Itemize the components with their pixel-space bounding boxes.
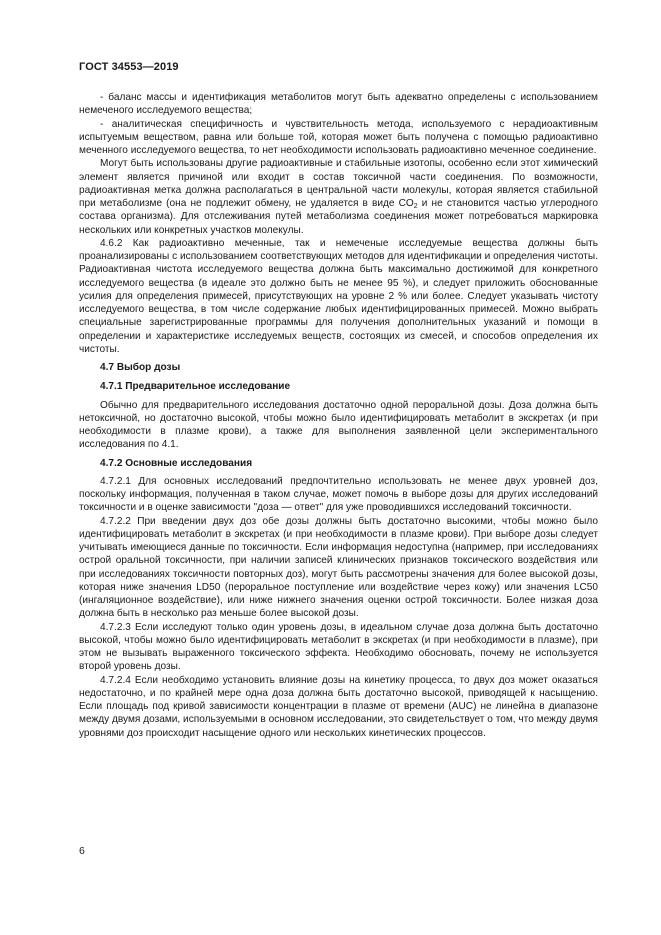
paragraph-4-7-2-4: 4.7.2.4 Если необходимо установить влияние дозы на кинетику процесса, то двух доз может оказаться недостаточно, и по крайней мере одна доза должна быть достаточно высокой, приводящей к насыщению. Если площадь под кривой зависимости концентрации в плазме от времени (AUC) не линейна в диапазоне между двумя дозами, используемыми в основном исследовании, это свидетельствует о том, что между двумя уровнями доз происходит насыщение одного или нескольких кинетических процессов.	[79, 674, 598, 739]
document-header-title: ГОСТ 34553—2019	[79, 61, 179, 73]
paragraph-4-7-2-3: 4.7.2.3 Если исследуют только один уровень дозы, в идеальном случае доза должна быть достаточно высокой, чтобы можно было идентифицировать метаболит в экскретах (и при необходимости в плазме), при этом не вызывать выраженного токсического эффекта. Необходимо обосновать, почему не используется второй уровень дозы.	[79, 621, 598, 673]
paragraph-isotopes	[79, 157, 598, 237]
co2-subscript: 2	[413, 203, 418, 210]
paragraph-mass-balance: - баланс массы и идентификация метаболитов могут быть адекватно определены с использованием немеченого исследуемого вещества;	[79, 92, 598, 117]
paragraph-4-7-2-2: 4.7.2.2 При введении двух доз обе дозы должны быть достаточно высокими, чтобы можно было идентифицировать метаболит в экскретах (и при необходимости в плазме крови). При выборе дозы следует учитывать имеющиеся данные по токсичности. Если информация недоступна (например, при исследованиях острой оральной токсичности, при наличии записей клинических признаков токсического воздействия или при исследованиях токсичности повторных доз), могут быть рассмотрены значения для более высокой дозы, которая ниже значения LD50 (пероральное поступление или воздействие через кожу) или значения LC50 (ингаляционное воздействие), или ниже нижнего значения оценки острой токсичности. Более низкая доза должна быть в несколько раз меньше более высокой дозы.	[79, 515, 598, 620]
paragraph-4-6-2: 4.6.2 Как радиоактивно меченные, так и немеченые исследуемые вещества должны быть проанализированы с использованием соответствующих методов для идентификации и определения чистоты. Радиоактивная чистота исследуемого вещества должна быть максимально достижимой для конкретного исследуемого вещества (в идеале это должно быть не менее 95 %), и следует приложить обоснованные усилия для определения примесей, присутствующих на уровне 2 % или более. Следует указывать чистоту исследуемого вещества, в том числе содержание любых идентифицированных примесей. Можно выбрать специальные зарегистрированные программы для получения дополнительных указаний и помощи в определении и характеристике исследуемых веществ, состоящих из смесей, и способов определения их чистоты.	[79, 237, 598, 355]
page-number: 6	[79, 845, 85, 857]
section-heading-4-7: 4.7 Выбор дозы	[100, 362, 181, 373]
paragraph-4-7-1: Обычно для предварительного исследования достаточно одной пероральной дозы. Доза должна быть нетоксичной, но достаточно высокой, чтобы можно было идентифицировать метаболит в экскретах (и при необходимости в плазме крови), а также для выполнения заявленной цели экспериментального исследования по 4.1.	[79, 399, 598, 451]
paragraph-isotopes-text: Могут быть использованы другие радиоактивные и стабильные изотопы, особенно если этот химический элемент является причиной или входит в состав токсичной части соединения. По возможности, радиоактивная метка должна располагаться в центральной части молекулы, которая является стабильной при метаболизме (она не подлежит обмену, не удаляется в виде CO	[79, 158, 598, 209]
section-heading-4-7-1: 4.7.1 Предварительное исследование	[100, 381, 291, 393]
paragraph-isotopes-tail: и не становится частью углеродного состава организма). Для отслеживания путей метаболизма соединения может потребоваться маркировка нескольких или конкретных участков молекулы.	[79, 198, 598, 236]
paragraph-4-7-2-1: 4.7.2.1 Для основных исследований предпочтительно использовать не менее двух уровней доз, поскольку информация, полученная в таком случае, может помочь в выборе дозы для других исследований токсичности и в оценке зависимости "доза — ответ" для уже проводившихся исследований токсичности.	[79, 475, 598, 514]
paragraph-analytical-specificity: - аналитическая специфичность и чувствительность метода, используемого с нерадиоактивным испытуемым веществом, равна или больше той, которая может быть получена с помощью радиоактивно меченного исследуемого вещества, то нет необходимости использовать радиоактивно меченное соединение.	[79, 118, 598, 156]
document-body	[79, 91, 598, 740]
section-heading-4-7-2: 4.7.2 Основные исследования	[100, 457, 253, 469]
